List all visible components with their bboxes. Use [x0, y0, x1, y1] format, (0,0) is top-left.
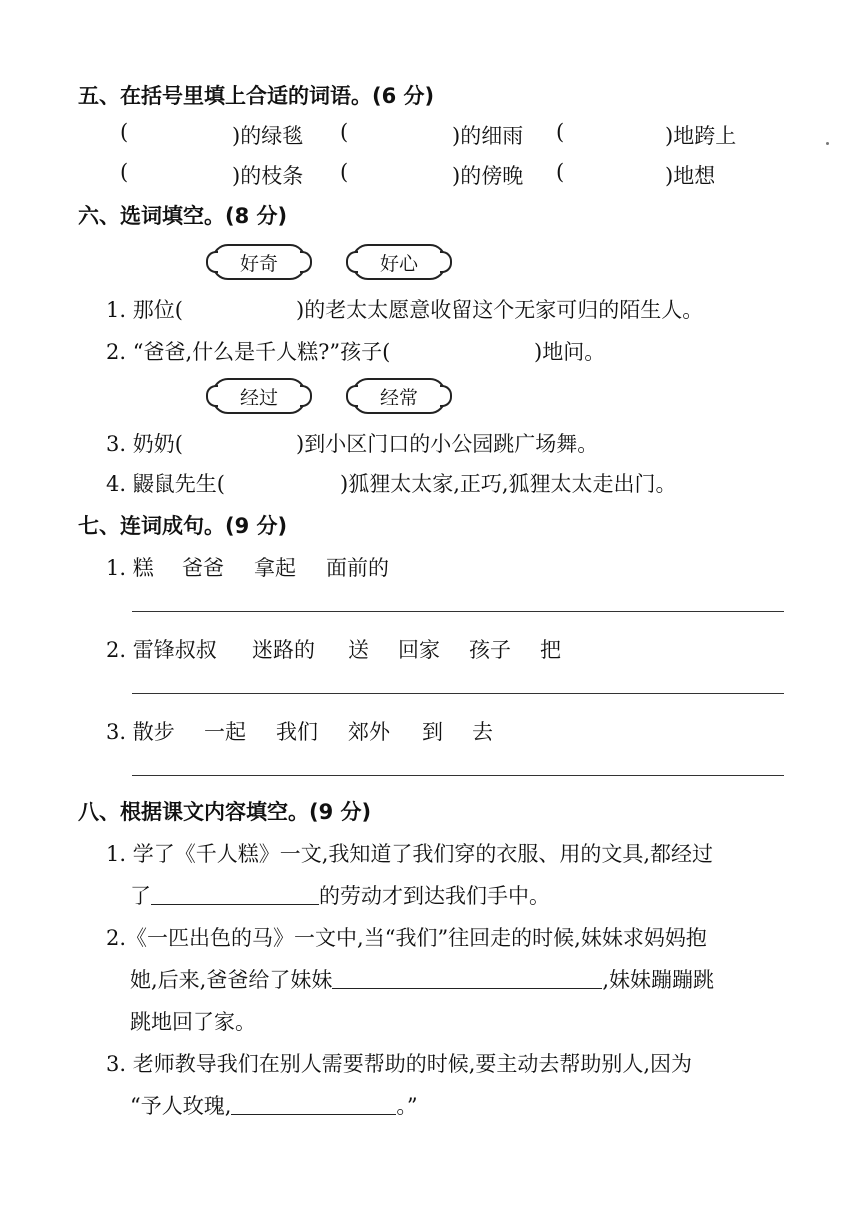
fill-blank-8-2[interactable] [332, 970, 602, 989]
question-6-3-start: 3. 奶奶( [106, 432, 183, 456]
question-8-2-line-3: 跳地回了家。 [130, 1010, 256, 1034]
word-suffix: )的细雨 [452, 124, 524, 148]
section-8-title: 八、根据课文内容填空。(9 分) [78, 800, 372, 824]
word-suffix: )的枝条 [232, 164, 304, 188]
word-cloud-haoxin: 好心 [352, 244, 446, 280]
word-item: 把 [540, 638, 561, 662]
question-8-3-line-2 [130, 1090, 418, 1120]
question-6-4-end: )狐狸太太家,正巧,狐狸太太走出门。 [340, 472, 677, 496]
paren-open: ( [340, 160, 349, 184]
word-suffix: )的傍晚 [452, 164, 524, 188]
scan-speck [826, 142, 829, 145]
word-item: 1. 糕 [106, 556, 154, 580]
question-8-2-line-2 [130, 964, 714, 994]
word-item: 面前的 [326, 556, 389, 580]
word-suffix: )地跨上 [665, 124, 737, 148]
question-6-1-start: 1. 那位( [106, 298, 183, 322]
word-item: 2. 雷锋叔叔 [106, 638, 217, 662]
word-item: 3. 散步 [106, 720, 175, 744]
answer-line-7-2[interactable] [132, 693, 784, 694]
word-suffix: )的绿毯 [232, 124, 304, 148]
question-6-1-end: )的老太太愿意收留这个无家可归的陌生人。 [296, 298, 704, 322]
answer-line-7-1[interactable] [132, 611, 784, 612]
section-5-title: 五、在括号里填上合适的词语。(6 分) [78, 84, 435, 108]
section-7-title: 七、连词成句。(9 分) [78, 514, 288, 538]
question-8-3-line-1: 3. 老师教导我们在别人需要帮助的时候,要主动去帮助别人,因为 [106, 1052, 693, 1076]
question-6-2-end: )地问。 [534, 340, 606, 364]
question-8-1-line-1: 1. 学了《千人糕》一文,我知道了我们穿的衣服、用的文具,都经过 [106, 842, 714, 866]
paren-open: ( [120, 120, 129, 144]
fill-blank-8-1[interactable] [151, 886, 319, 905]
word-item: 爸爸 [182, 556, 224, 580]
text-segment: 的劳动才到达我们手中。 [319, 884, 550, 908]
paren-open: ( [120, 160, 129, 184]
section-6-title: 六、选词填空。(8 分) [78, 204, 288, 228]
word-item: 拿起 [254, 556, 296, 580]
word-item: 回家 [398, 638, 440, 662]
word-cloud-jingguo: 经过 [212, 378, 306, 414]
answer-line-7-3[interactable] [132, 775, 784, 776]
word-item: 我们 [276, 720, 318, 744]
word-item: 孩子 [469, 638, 511, 662]
text-segment: “予人玫瑰, [130, 1094, 232, 1118]
fill-blank-8-3[interactable] [231, 1096, 396, 1115]
word-item: 一起 [204, 720, 246, 744]
question-6-2-start: 2. “爸爸,什么是千人糕?”孩子( [106, 340, 391, 364]
word-suffix: )地想 [665, 164, 716, 188]
paren-open: ( [340, 120, 349, 144]
word-item: 去 [472, 720, 493, 744]
text-segment: 了 [130, 884, 151, 908]
word-cloud-jingchang: 经常 [352, 378, 446, 414]
word-item: 到 [422, 720, 443, 744]
paren-open: ( [556, 160, 565, 184]
question-6-3-end: )到小区门口的小公园跳广场舞。 [296, 432, 599, 456]
question-8-1-line-2 [130, 880, 550, 910]
word-item: 送 [348, 638, 369, 662]
text-segment: ,妹妹蹦蹦跳 [602, 968, 715, 992]
word-cloud-haoqi: 好奇 [212, 244, 306, 280]
word-item: 迷路的 [252, 638, 315, 662]
word-item: 郊外 [348, 720, 390, 744]
text-segment: 。” [396, 1094, 418, 1118]
question-6-4-start: 4. 鼹鼠先生( [106, 472, 225, 496]
question-8-2-line-1: 2.《一匹出色的马》一文中,当“我们”往回走的时候,妹妹求妈妈抱 [106, 926, 707, 950]
paren-open: ( [556, 120, 565, 144]
text-segment: 她,后来,爸爸给了妹妹 [130, 968, 333, 992]
